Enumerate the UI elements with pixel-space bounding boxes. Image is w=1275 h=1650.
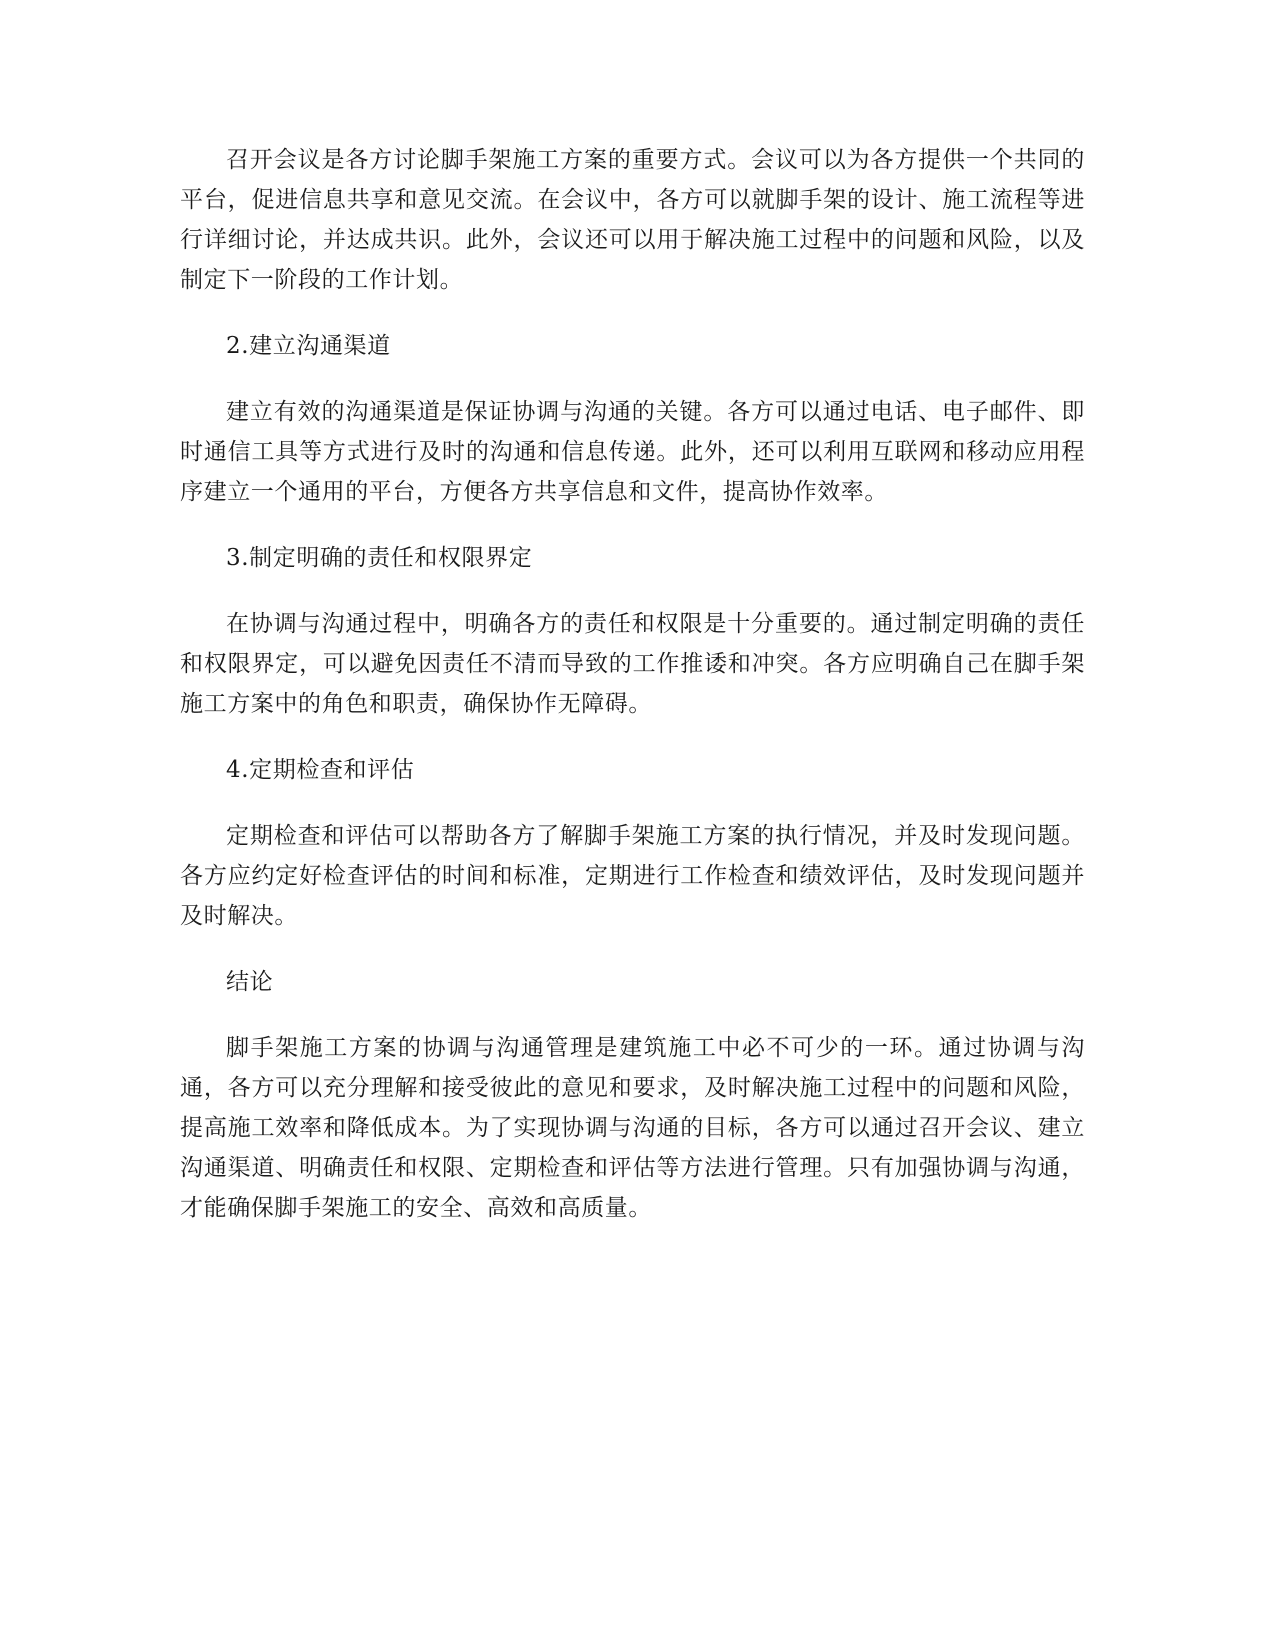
document-page [180, 140, 1085, 1254]
paragraph-inspection: 定期检查和评估可以帮助各方了解脚手架施工方案的执行情况，并及时发现问题。各方应约定好检查评估的时间和标准，定期进行工作检查和绩效评估，及时发现问题并及时解决。 [180, 823, 1085, 929]
paragraph-conclusion: 脚手架施工方案的协调与沟通管理是建筑施工中必不可少的一环。通过协调与沟通，各方可以充分理解和接受彼此的意见和要求，及时解决施工过程中的问题和风险，提高施工效率和降低成本。为了实现协调与沟通的目标，各方可以通过召开会议、建立沟通渠道、明确责任和权限、定期检查和评估等方法进行管理。只有加强协调与沟通，才能确保脚手架施工的安全、高效和高质量。 [180, 1035, 1085, 1221]
section-heading-inspection: 4.定期检查和评估 [226, 757, 415, 783]
section-heading-communication-channels: 2.建立沟通渠道 [226, 333, 391, 359]
section-heading-responsibilities: 3.制定明确的责任和权限界定 [226, 545, 533, 571]
paragraph-meetings: 召开会议是各方讨论脚手架施工方案的重要方式。会议可以为各方提供一个共同的平台，促进信息共享和意见交流。在会议中，各方可以就脚手架的设计、施工流程等进行详细讨论，并达成共识。此外，会议还可以用于解决施工过程中的问题和风险，以及制定下一阶段的工作计划。 [180, 147, 1085, 293]
paragraph-communication-channels: 建立有效的沟通渠道是保证协调与沟通的关键。各方可以通过电话、电子邮件、即时通信工具等方式进行及时的沟通和信息传递。此外，还可以利用互联网和移动应用程序建立一个通用的平台，方便各方共享信息和文件，提高协作效率。 [180, 399, 1085, 505]
section-heading-conclusion: 结论 [226, 969, 274, 995]
paragraph-responsibilities: 在协调与沟通过程中，明确各方的责任和权限是十分重要的。通过制定明确的责任和权限界定，可以避免因责任不清而导致的工作推诿和冲突。各方应明确自己在脚手架施工方案中的角色和职责，确保协作无障碍。 [180, 611, 1085, 717]
